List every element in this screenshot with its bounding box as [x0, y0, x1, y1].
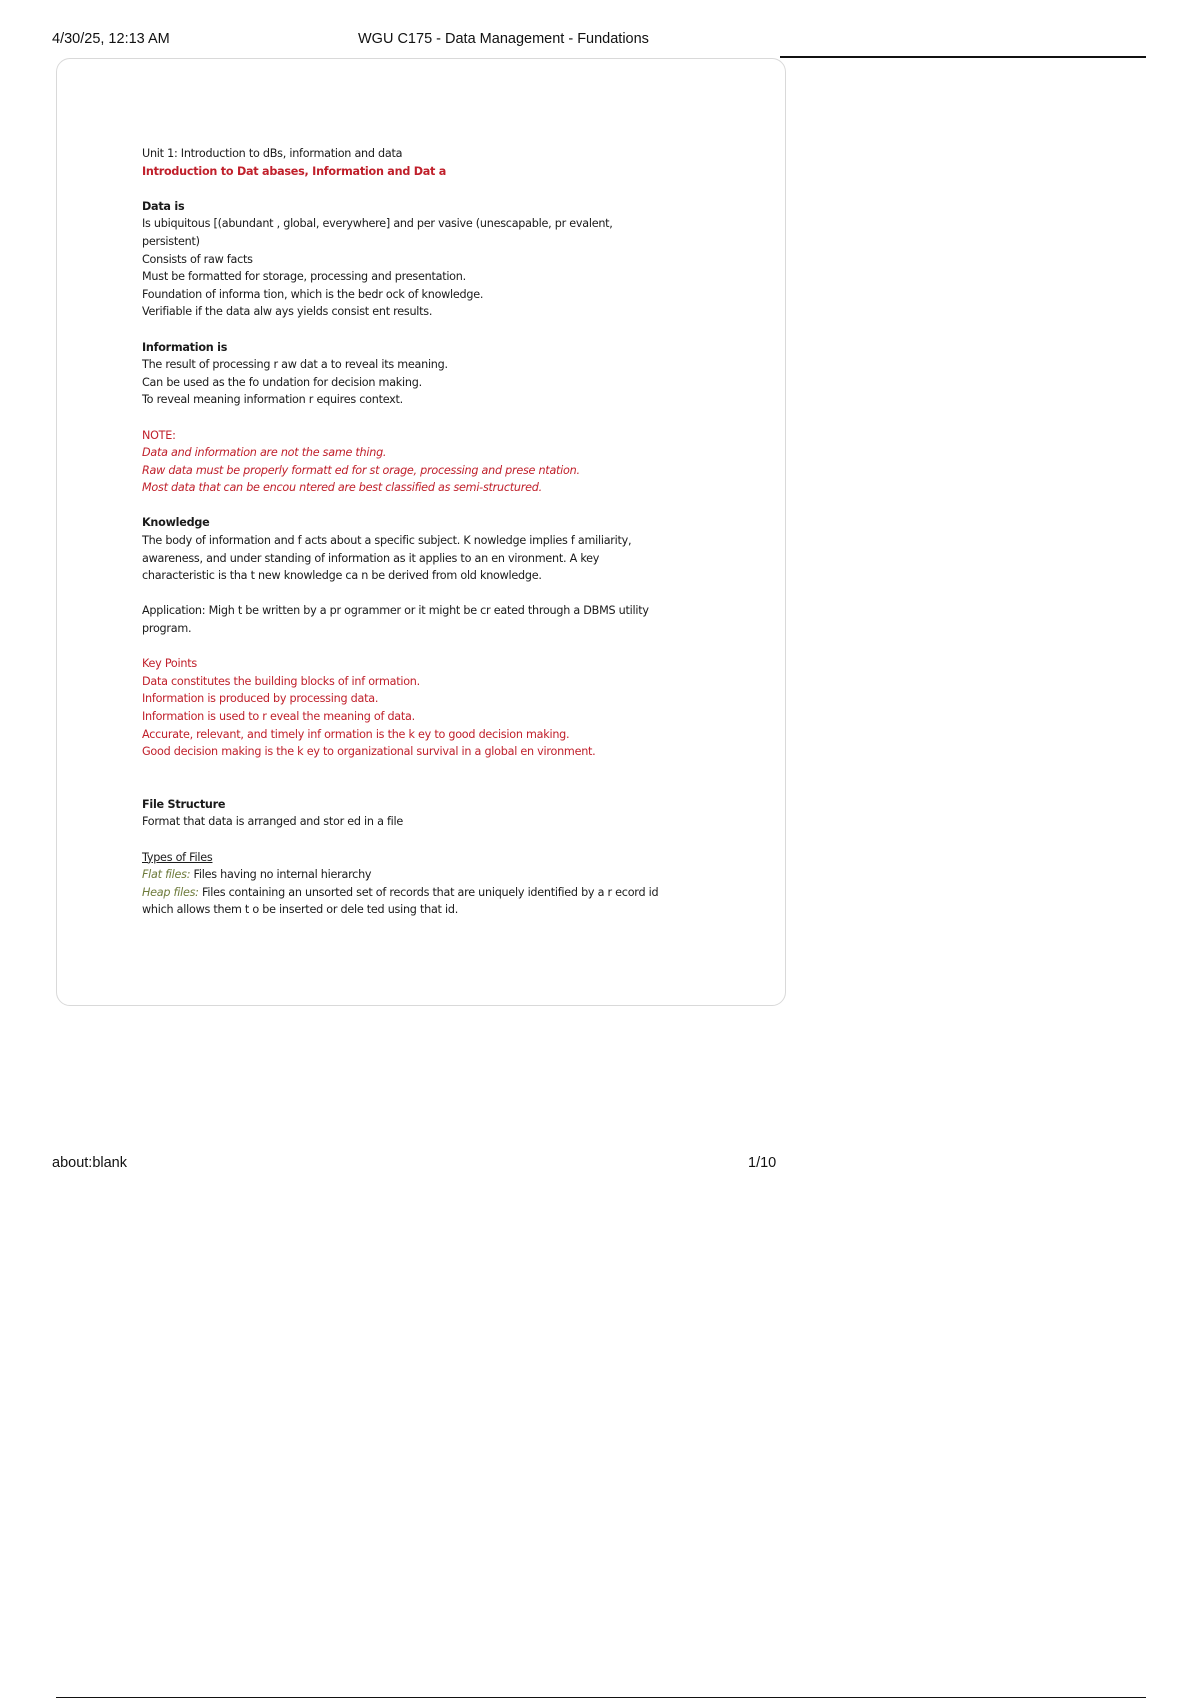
key-points-title: Key Points — [142, 657, 197, 671]
note-line: Data and information are not the same thing. — [142, 446, 387, 460]
knowledge-title: Knowledge — [142, 516, 210, 530]
data-is-title: Data is — [142, 199, 185, 213]
data-is-line: Is ubiquitous [(abundant , global, everywhere] and per vasive (unescapable, pr evalent, — [142, 217, 613, 231]
knowledge-line: characteristic is tha t new knowledge ca n be derived from old knowledge. — [142, 569, 542, 583]
information-is-line: To reveal meaning information r equires context. — [142, 393, 403, 407]
document-content — [142, 145, 722, 919]
knowledge-line: awareness, and under standing of information as it applies to an en vironment. A key — [142, 551, 600, 565]
information-is-line: The result of processing r aw dat a to reveal its meaning. — [142, 358, 448, 372]
flat-files-text: Files having no internal hierarchy — [190, 868, 372, 882]
data-is-line: Verifiable if the data alw ays yields consist ent results. — [142, 305, 433, 319]
section-heading: Introduction to Dat abases, Information and Dat a — [142, 164, 447, 178]
key-point: Information is produced by processing data. — [142, 692, 379, 706]
application-line: program. — [142, 622, 192, 636]
information-is-title: Information is — [142, 340, 228, 354]
data-is-line: Consists of raw facts — [142, 252, 253, 266]
note-line: Raw data must be properly formatt ed for st orage, processing and prese ntation. — [142, 463, 580, 477]
file-structure-line: Format that data is arranged and stor ed in a file — [142, 815, 404, 829]
key-point: Information is used to r eveal the meaning of data. — [142, 710, 415, 723]
unit-line: Unit 1: Introduction to dBs, information and data — [142, 147, 403, 160]
note-line: Most data that can be encou ntered are best classified as semi-structured. — [142, 481, 542, 495]
heap-files-text: Files containing an unsorted set of records that are uniquely identified by a r ecord id — [198, 885, 659, 899]
header-rule — [780, 56, 1146, 58]
page-number: 1/10 — [748, 1155, 777, 1171]
data-is-line: Foundation of informa tion, which is the bedr ock of knowledge. — [142, 287, 484, 301]
heap-files-label: Heap files: — [142, 885, 199, 899]
knowledge-line: The body of information and f acts about a specific subject. K nowledge implies f amiliarity, — [142, 534, 632, 548]
key-point: Good decision making is the k ey to organizational survival in a global en vironment. — [142, 745, 596, 759]
data-is-line: persistent) — [142, 234, 200, 248]
flat-files-label: Flat files: — [142, 868, 191, 882]
types-of-files-title: Types of Files — [142, 850, 213, 864]
print-title: WGU C175 - Data Management - Fundations — [358, 31, 649, 47]
application-line: Application: Migh t be written by a pr ogrammer or it might be cr eated through a DBMS utility — [142, 604, 649, 618]
note-label: NOTE: — [142, 428, 176, 442]
heap-files-line — [142, 884, 722, 902]
information-is-line: Can be used as the fo undation for decision making. — [142, 375, 422, 389]
flat-files-line — [142, 866, 722, 884]
print-url: about:blank — [52, 1155, 127, 1171]
data-is-line: Must be formatted for storage, processing and presentation. — [142, 270, 466, 284]
heap-files-line-2: which allows them t o be inserted or dele ted using that id. — [142, 903, 459, 917]
file-structure-title: File Structure — [142, 797, 226, 811]
key-point: Data constitutes the building blocks of inf ormation. — [142, 674, 420, 688]
print-datetime: 4/30/25, 12:13 AM — [52, 31, 170, 47]
footer-rule — [56, 1697, 1146, 1698]
key-point: Accurate, relevant, and timely inf ormation is the k ey to good decision making. — [142, 727, 570, 741]
